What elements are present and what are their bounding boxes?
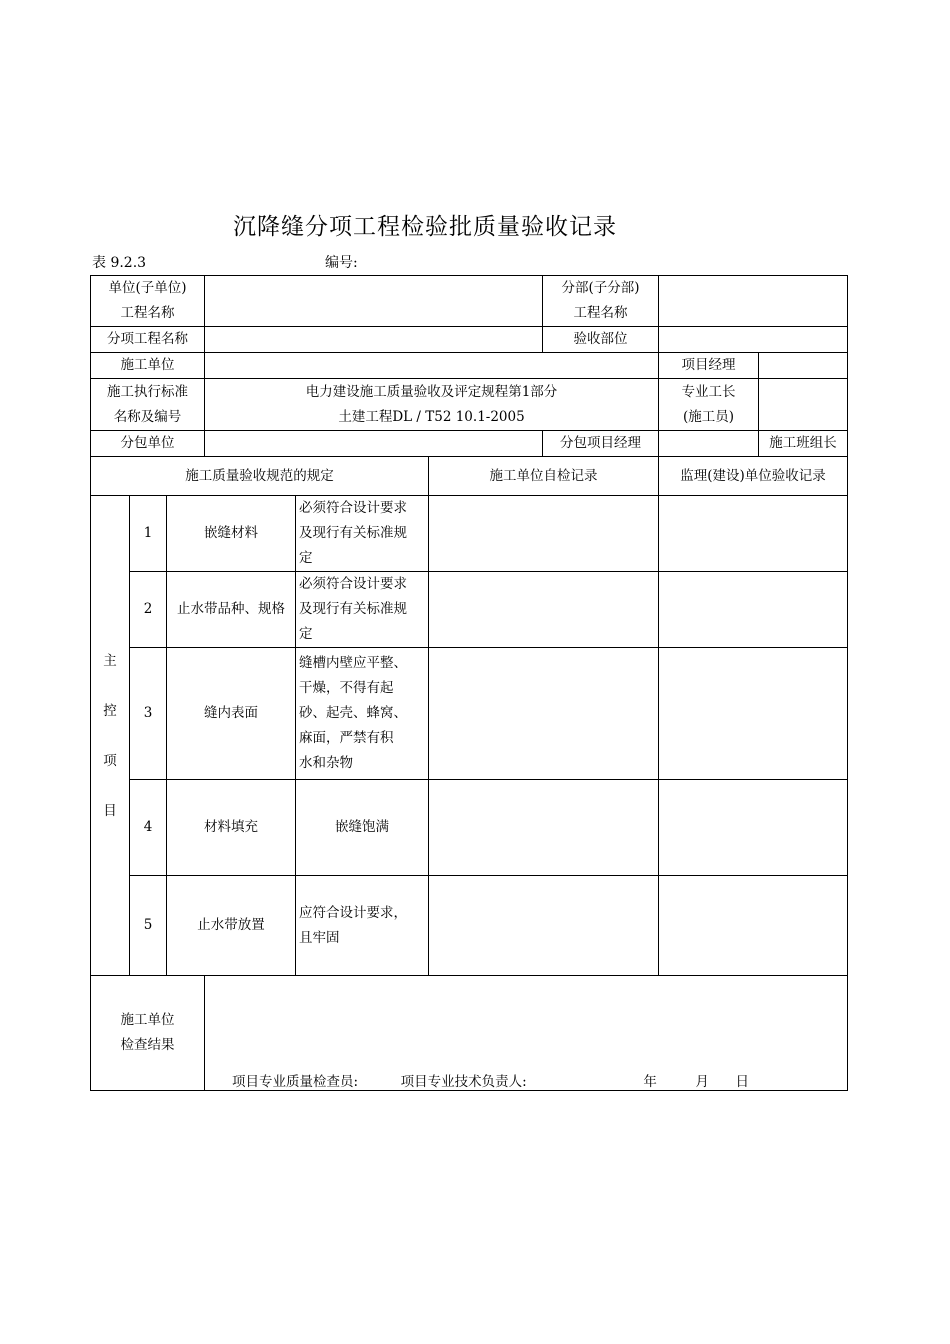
self-check-record-field[interactable] bbox=[429, 648, 659, 780]
header-row-unit bbox=[91, 276, 848, 327]
item-name-field[interactable] bbox=[205, 327, 543, 353]
subcontractor-label: 分包单位 bbox=[91, 431, 205, 457]
header-row-standard bbox=[91, 379, 848, 431]
main-control-label: 主 控 项 目 bbox=[91, 496, 130, 976]
column-header-row bbox=[91, 457, 848, 496]
signature-line bbox=[232, 1070, 749, 1090]
acceptance-part-label: 验收部位 bbox=[543, 327, 659, 353]
header-row-subcontractor bbox=[91, 431, 848, 457]
foreman-field[interactable] bbox=[759, 379, 848, 431]
supervision-record-field[interactable] bbox=[659, 496, 848, 572]
item-name: 材料填充 bbox=[167, 780, 296, 876]
item-number: 4 bbox=[130, 780, 167, 876]
self-check-record-field[interactable] bbox=[429, 496, 659, 572]
standard-value: 电力建设施工质量验收及评定规程第1部分 土建工程DL / T52 10.1-2005 bbox=[205, 379, 659, 431]
subcontractor-field[interactable] bbox=[205, 431, 543, 457]
quality-inspector-label: 项目专业质量检查员: bbox=[232, 1074, 359, 1090]
self-check-record-field[interactable] bbox=[429, 780, 659, 876]
item-number: 3 bbox=[130, 648, 167, 780]
table-number: 表 9.2.3 bbox=[92, 255, 147, 271]
item-number: 5 bbox=[130, 876, 167, 976]
item-name: 止水带品种、规格 bbox=[167, 572, 296, 648]
supervision-record-field[interactable] bbox=[659, 780, 848, 876]
date-day-label: 日 bbox=[735, 1074, 749, 1090]
sub-project-manager-label: 分包项目经理 bbox=[543, 431, 659, 457]
standard-label: 施工执行标准 名称及编号 bbox=[91, 379, 205, 431]
team-leader-label: 施工班组长 bbox=[759, 431, 848, 457]
item-requirement: 必须符合设计要求 及现行有关标准规 定 bbox=[296, 496, 429, 572]
spec-column-header: 施工质量验收规范的规定 bbox=[91, 457, 429, 496]
item-name: 止水带放置 bbox=[167, 876, 296, 976]
check-result-label: 施工单位 检查结果 bbox=[91, 976, 205, 1091]
date-month-label: 月 bbox=[695, 1074, 709, 1090]
contractor-label: 施工单位 bbox=[91, 353, 205, 379]
item-requirement: 缝槽内壁应平整、 干燥，不得有起 砂、起壳、蜂窝、 麻面，严禁有积 水和杂物 bbox=[296, 648, 429, 780]
header-row-item bbox=[91, 327, 848, 353]
self-check-record-field[interactable] bbox=[429, 572, 659, 648]
technical-lead-label: 项目专业技术负责人: bbox=[400, 1074, 527, 1090]
item-number: 1 bbox=[130, 496, 167, 572]
item-name: 嵌缝材料 bbox=[167, 496, 296, 572]
supervision-record-field[interactable] bbox=[659, 648, 848, 780]
contractor-field[interactable] bbox=[205, 353, 659, 379]
item-name: 缝内表面 bbox=[167, 648, 296, 780]
supervision-record-field[interactable] bbox=[659, 876, 848, 976]
item-requirement: 嵌缝饱满 bbox=[296, 780, 429, 876]
supervision-column-header: 监理(建设)单位验收记录 bbox=[659, 457, 848, 496]
supervision-record-field[interactable] bbox=[659, 572, 848, 648]
table-row bbox=[91, 876, 848, 976]
item-requirement: 应符合设计要求， 且牢固 bbox=[296, 876, 429, 976]
item-requirement: 必须符合设计要求 及现行有关标准规 定 bbox=[296, 572, 429, 648]
date-year-label: 年 bbox=[643, 1074, 657, 1090]
table-row bbox=[91, 496, 848, 572]
page-title: 沉降缝分项工程检验批质量验收记录 bbox=[233, 214, 617, 240]
item-name-label: 分项工程名称 bbox=[91, 327, 205, 353]
table-row bbox=[91, 648, 848, 780]
acceptance-part-field[interactable] bbox=[659, 327, 848, 353]
header-row-contractor bbox=[91, 353, 848, 379]
self-check-column-header: 施工单位自检记录 bbox=[429, 457, 659, 496]
item-number: 2 bbox=[130, 572, 167, 648]
foreman-label: 专业工长 (施工员) bbox=[659, 379, 759, 431]
unit-project-field[interactable] bbox=[205, 276, 543, 327]
unit-project-label: 单位(子单位) 工程名称 bbox=[91, 276, 205, 327]
inspection-form-table bbox=[90, 275, 848, 1091]
division-project-field[interactable] bbox=[659, 276, 848, 327]
self-check-record-field[interactable] bbox=[429, 876, 659, 976]
division-project-label: 分部(子分部) 工程名称 bbox=[543, 276, 659, 327]
table-row bbox=[91, 780, 848, 876]
table-row bbox=[91, 572, 848, 648]
project-manager-field[interactable] bbox=[759, 353, 848, 379]
serial-number-label: 编号: bbox=[325, 255, 358, 271]
sub-project-manager-field[interactable] bbox=[659, 431, 759, 457]
project-manager-label: 项目经理 bbox=[659, 353, 759, 379]
